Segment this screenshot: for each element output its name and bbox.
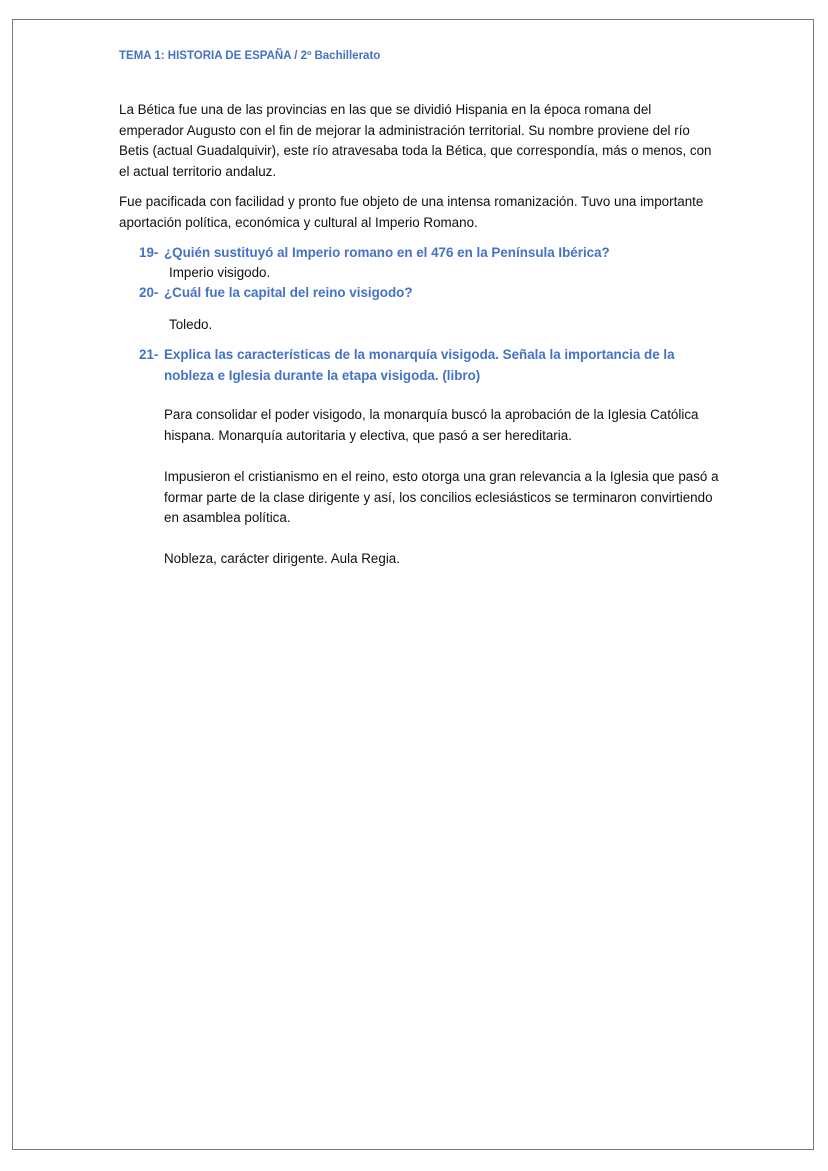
answer-21-paragraph: Para consolidar el poder visigodo, la monarquía buscó la aprobación de la Iglesia Católica hispana. Monarquía autoritaria y electiva, que pasó a ser hereditaria. [164, 407, 699, 443]
question-text: Explica las características de la monarquía visigoda. Señala la importancia de la nobleza e Iglesia durante la etapa visigoda. (libro) [164, 347, 675, 383]
answer-21-paragraph: Impusieron el cristianismo en el reino, esto otorga una gran relevancia a la Iglesia que pasó a formar parte de la clase dirigente y así, los concilios eclesiásticos se terminaron convirtiendo en asamblea política. [164, 469, 719, 525]
question-text: ¿Quién sustituyó al Imperio romano en el 476 en la Península Ibérica? [164, 245, 610, 260]
answer-19: Imperio visigodo. [169, 265, 271, 280]
question-number: 19- [139, 245, 159, 260]
question-19 [139, 243, 699, 264]
answer-21-paragraph: Nobleza, carácter dirigente. Aula Regia. [164, 551, 400, 566]
question-21 [139, 345, 699, 386]
question-text: ¿Cuál fue la capital del reino visigodo? [164, 285, 413, 300]
document-page [12, 19, 814, 1150]
paragraph-romanization: Fue pacificada con facilidad y pronto fue objeto de una intensa romanización. Tuvo una importante aportación política, económica y cultural al Imperio Romano. [119, 194, 704, 230]
question-20 [139, 283, 699, 304]
document-header: TEMA 1: HISTORIA DE ESPAÑA / 2º Bachillerato [119, 50, 381, 62]
question-number: 20- [139, 285, 159, 300]
answer-20: Toledo. [169, 317, 213, 332]
question-number: 21- [139, 347, 159, 362]
paragraph-betica-intro: La Bética fue una de las provincias en las que se dividió Hispania en la época romana del emperador Augusto con el fin de mejorar la administración territorial. Su nombre proviene del río Betis (actual Guadalquivir), este río atravesaba toda la Bética, que correspondía, más o menos, con el actual territorio andaluz. [119, 102, 712, 179]
